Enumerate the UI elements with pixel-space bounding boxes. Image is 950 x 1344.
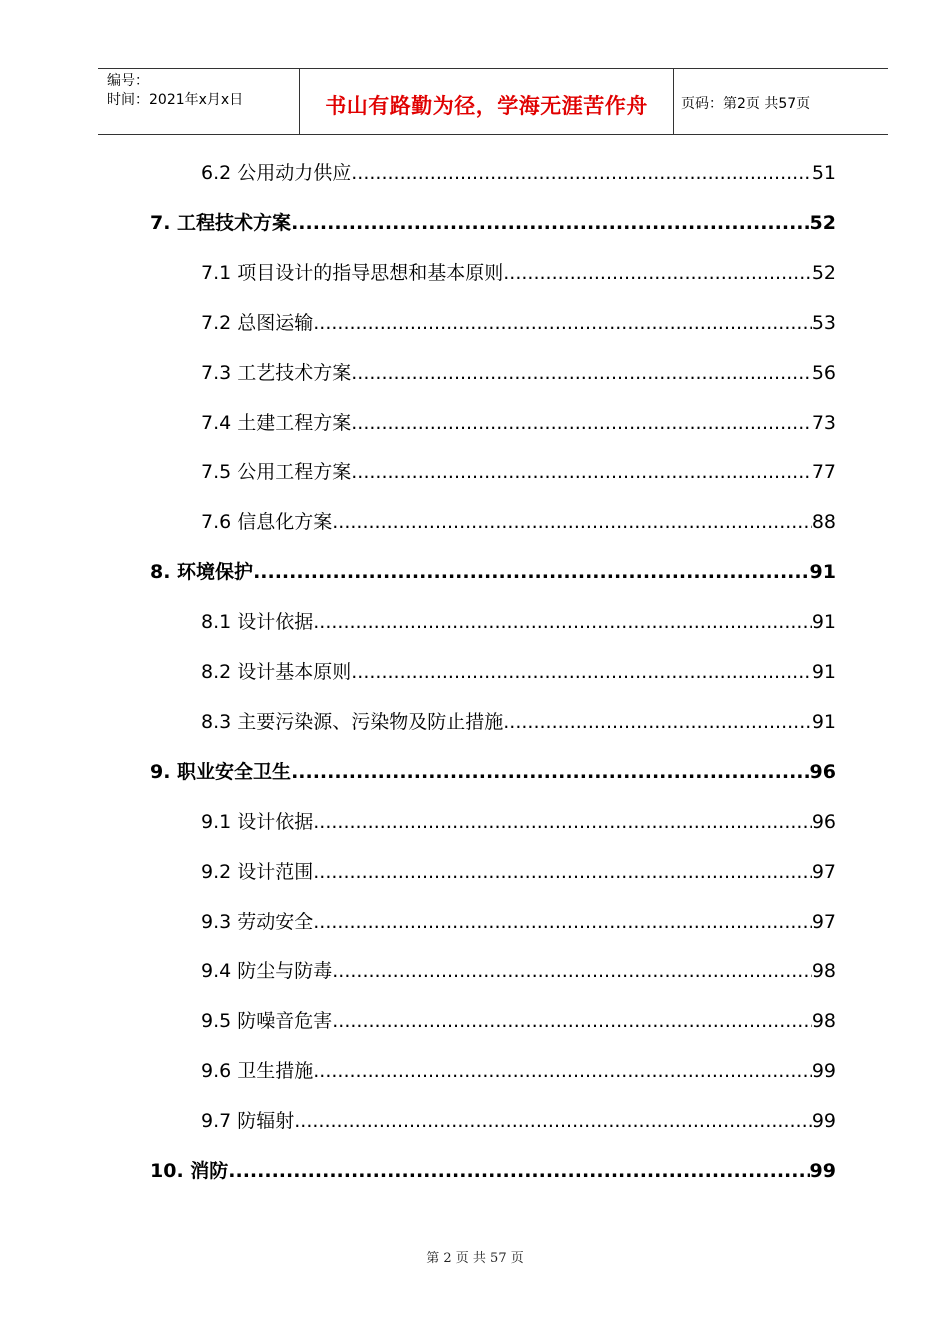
toc-entry-page-number: 99 <box>809 1160 836 1182</box>
toc-section-entry[interactable] <box>201 358 836 384</box>
page-footer: 第 2 页 共 57 页 <box>426 1251 524 1266</box>
toc-chapter-entry[interactable] <box>150 557 836 583</box>
toc-entry-title: 9.4 防尘与防毒 <box>201 960 333 982</box>
toc-entry-title: 6.2 公用动力供应 <box>201 162 352 184</box>
toc-entry-title: 9. 职业安全卫生 <box>150 761 292 783</box>
toc-entry-page-number: 51 <box>811 162 836 184</box>
toc-entry-title: 8.3 主要污染源、污染物及防止措施 <box>201 711 504 733</box>
toc-leader-dots <box>253 561 809 583</box>
toc-entry-title: 10. 消防 <box>150 1160 229 1182</box>
toc-entry-page-number: 91 <box>811 611 836 633</box>
toc-leader-dots <box>291 761 809 783</box>
toc-leader-dots <box>351 661 812 683</box>
toc-entry-title: 9.6 卫生措施 <box>201 1060 314 1082</box>
toc-leader-dots <box>503 262 812 284</box>
page-header <box>98 68 888 135</box>
toc-entry-title: 7.1 项目设计的指导思想和基本原则 <box>201 262 504 284</box>
toc-leader-dots <box>332 960 812 982</box>
toc-chapter-entry[interactable] <box>150 208 836 234</box>
toc-entry-page-number: 91 <box>809 561 836 583</box>
toc-leader-dots <box>503 711 812 733</box>
toc-section-entry[interactable] <box>201 1006 836 1032</box>
toc-leader-dots <box>313 861 812 883</box>
toc-entry-page-number: 97 <box>811 861 836 883</box>
toc-section-entry[interactable] <box>201 158 836 184</box>
toc-section-entry[interactable] <box>201 1106 836 1132</box>
toc-entry-page-number: 98 <box>811 1010 836 1032</box>
header-motto: 书山有路勤为径，学海无涯苦作舟 <box>325 94 648 118</box>
toc-entry-title: 8. 环境保护 <box>150 561 254 583</box>
toc-entry-page-number: 52 <box>809 212 836 234</box>
toc-entry-page-number: 88 <box>811 511 836 533</box>
toc-section-entry[interactable] <box>201 408 836 434</box>
toc-leader-dots <box>291 212 809 234</box>
toc-entry-title: 7.6 信息化方案 <box>201 511 333 533</box>
header-divider-right <box>673 69 674 134</box>
toc-leader-dots <box>351 461 812 483</box>
toc-entry-title: 7.5 公用工程方案 <box>201 461 352 483</box>
toc-leader-dots <box>332 511 812 533</box>
toc-section-entry[interactable] <box>201 907 836 933</box>
toc-entry-title: 8.1 设计依据 <box>201 611 314 633</box>
toc-chapter-entry[interactable] <box>150 1156 836 1182</box>
header-page-info: 页码：第2页 共57页 <box>681 96 811 112</box>
toc-section-entry[interactable] <box>201 457 836 483</box>
toc-section-entry[interactable] <box>201 507 836 533</box>
header-meta <box>107 72 243 110</box>
toc-entry-page-number: 77 <box>811 461 836 483</box>
document-code-label: 编号： <box>107 73 149 89</box>
toc-leader-dots <box>313 911 812 933</box>
toc-leader-dots <box>351 162 812 184</box>
toc-section-entry[interactable] <box>201 657 836 683</box>
toc-entry-page-number: 97 <box>811 911 836 933</box>
toc-entry-title: 9.1 设计依据 <box>201 811 314 833</box>
toc-leader-dots <box>332 1010 812 1032</box>
toc-entry-title: 7.2 总图运输 <box>201 312 314 334</box>
document-time-label: 时间：2021年x月x日 <box>107 92 244 108</box>
toc-section-entry[interactable] <box>201 258 836 284</box>
toc-section-entry[interactable] <box>201 807 836 833</box>
toc-entry-title: 8.2 设计基本原则 <box>201 661 352 683</box>
toc-entry-title: 9.5 防噪音危害 <box>201 1010 333 1032</box>
toc-section-entry[interactable] <box>201 956 836 982</box>
toc-leader-dots <box>313 1060 812 1082</box>
toc-section-entry[interactable] <box>201 607 836 633</box>
toc-entry-title: 7.3 工艺技术方案 <box>201 362 352 384</box>
toc-chapter-entry[interactable] <box>150 757 836 783</box>
toc-leader-dots <box>351 362 812 384</box>
toc-entry-page-number: 98 <box>811 960 836 982</box>
toc-entry-title: 9.3 劳动安全 <box>201 911 314 933</box>
toc-leader-dots <box>313 312 812 334</box>
toc-entry-page-number: 99 <box>811 1060 836 1082</box>
toc-section-entry[interactable] <box>201 1056 836 1082</box>
toc-leader-dots <box>228 1160 809 1182</box>
toc-entry-page-number: 96 <box>811 811 836 833</box>
toc-entry-title: 9.7 防辐射 <box>201 1110 295 1132</box>
toc-leader-dots <box>294 1110 812 1132</box>
toc-entry-page-number: 52 <box>811 262 836 284</box>
toc-entry-page-number: 91 <box>811 661 836 683</box>
toc-entry-title: 7.4 土建工程方案 <box>201 412 352 434</box>
toc-entry-page-number: 99 <box>811 1110 836 1132</box>
toc-entry-page-number: 56 <box>811 362 836 384</box>
toc-entry-title: 7. 工程技术方案 <box>150 212 292 234</box>
toc-section-entry[interactable] <box>201 707 836 733</box>
toc-section-entry[interactable] <box>201 308 836 334</box>
toc-section-entry[interactable] <box>201 857 836 883</box>
toc-entry-page-number: 53 <box>811 312 836 334</box>
toc-leader-dots <box>313 611 812 633</box>
toc-entry-title: 9.2 设计范围 <box>201 861 314 883</box>
toc-leader-dots <box>351 412 812 434</box>
toc-entry-page-number: 73 <box>811 412 836 434</box>
toc-entry-page-number: 91 <box>811 711 836 733</box>
toc-leader-dots <box>313 811 812 833</box>
toc-entry-page-number: 96 <box>809 761 836 783</box>
